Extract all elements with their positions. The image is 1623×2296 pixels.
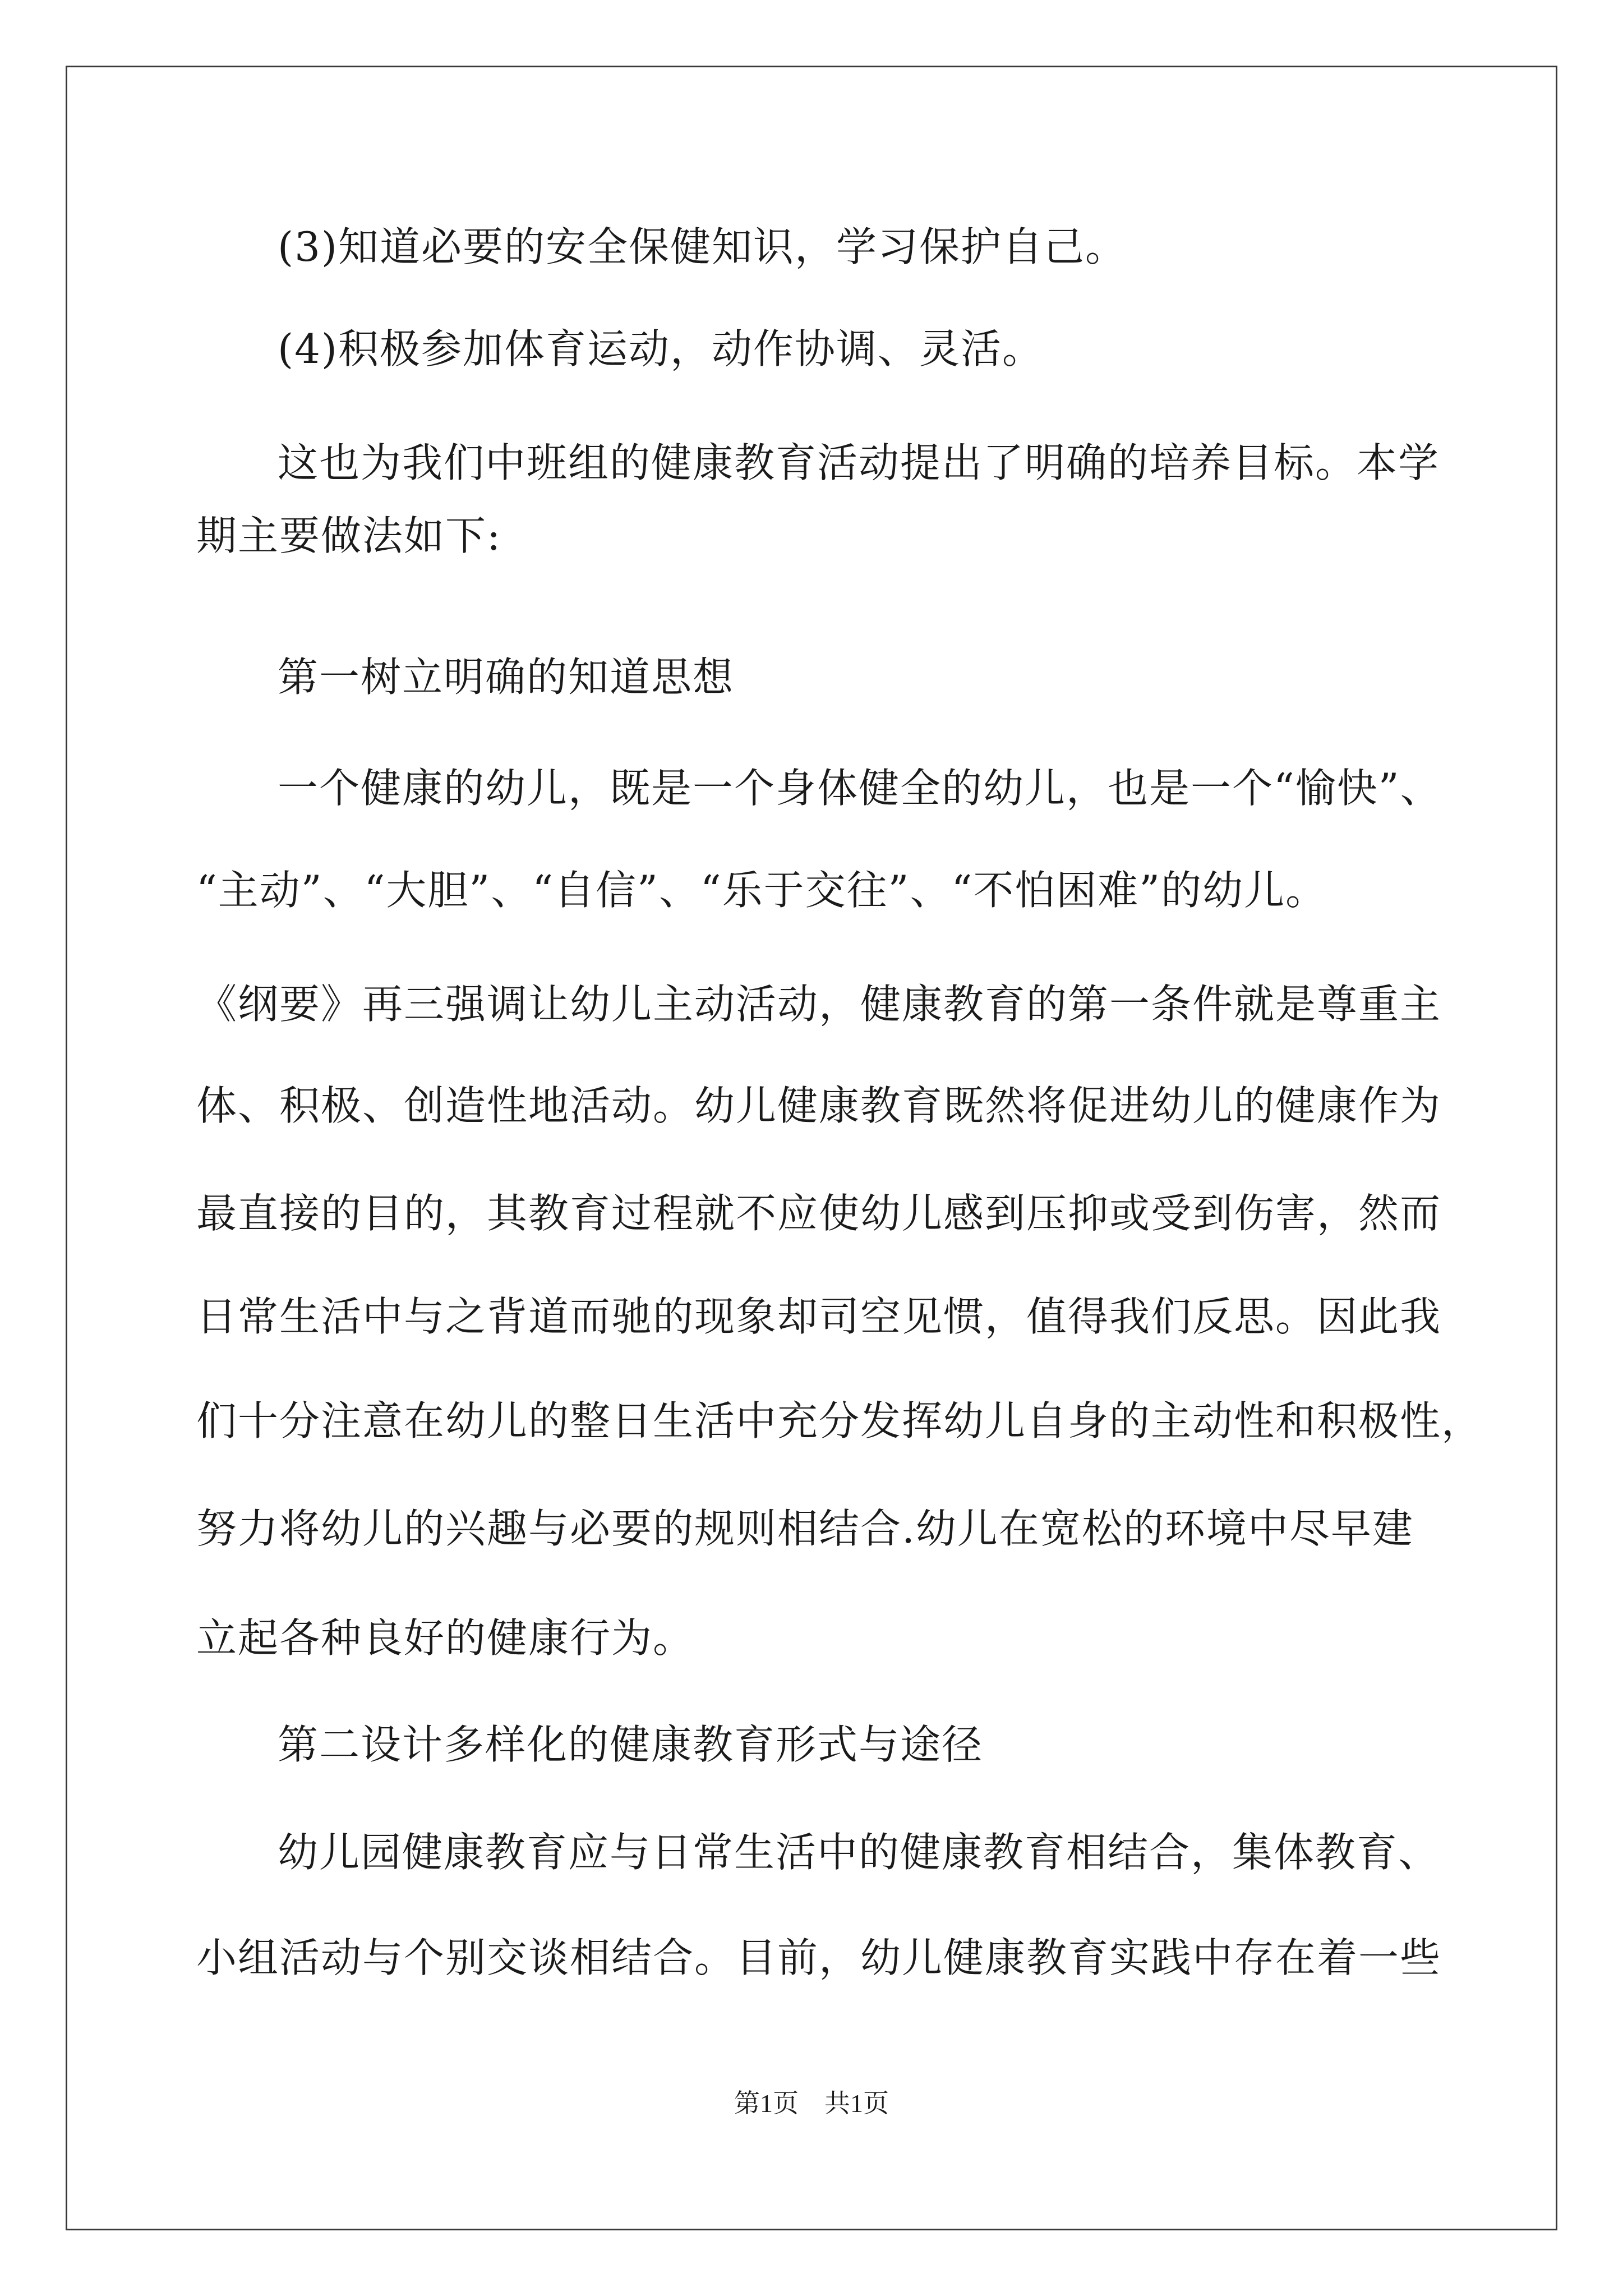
text-line: 努力将幼儿的兴趣与必要的规则相结合.幼儿在宽松的环境中尽早建 xyxy=(196,1505,1414,1552)
text-line: 《纲要》再三强调让幼儿主动活动，健康教育的第一条件就是尊重主 xyxy=(196,981,1442,1028)
text-line: (4)积极参加体育运动，动作协调、灵活。 xyxy=(278,325,1044,372)
page-footer: 第1页 共1页 xyxy=(734,2089,889,2118)
text-line: 最直接的目的，其教育过程就不应使幼儿感到压抑或受到伤害，然而 xyxy=(196,1190,1442,1237)
section-heading: 第一树立明确的知道思想 xyxy=(278,654,735,701)
text-line: 幼儿园健康教育应与日常生活中的健康教育相结合，集体教育、 xyxy=(278,1829,1440,1876)
text-line: “主动”、“大胆”、“自信”、“乐于交往”、“不怕困难”的幼儿。 xyxy=(196,867,1327,914)
text-line: (3)知道必要的安全保健知识，学习保护自己。 xyxy=(278,223,1127,270)
text-line: 日常生活中与之背道而驰的现象却司空见惯，值得我们反思。因此我 xyxy=(196,1293,1442,1340)
text-line: 体、积极、创造性地活动。幼儿健康教育既然将促进幼儿的健康作为 xyxy=(196,1082,1442,1129)
text-line: 一个健康的幼儿，既是一个身体健全的幼儿，也是一个“愉快”、 xyxy=(278,765,1442,812)
text-line: 立起各种良好的健康行为。 xyxy=(196,1614,695,1662)
section-heading: 第二设计多样化的健康教育形式与途径 xyxy=(278,1721,984,1768)
text-line: 们十分注意在幼儿的整日生活中充分发挥幼儿自身的主动性和积极性， xyxy=(196,1397,1483,1444)
page-border xyxy=(66,66,1557,2230)
text-line: 小组活动与个别交谈相结合。目前，幼儿健康教育实践中存在着一些 xyxy=(196,1934,1442,1981)
text-line: 期主要做法如下: xyxy=(196,512,502,559)
text-line: 这也为我们中班组的健康教育活动提出了明确的培养目标。本学 xyxy=(278,439,1440,486)
